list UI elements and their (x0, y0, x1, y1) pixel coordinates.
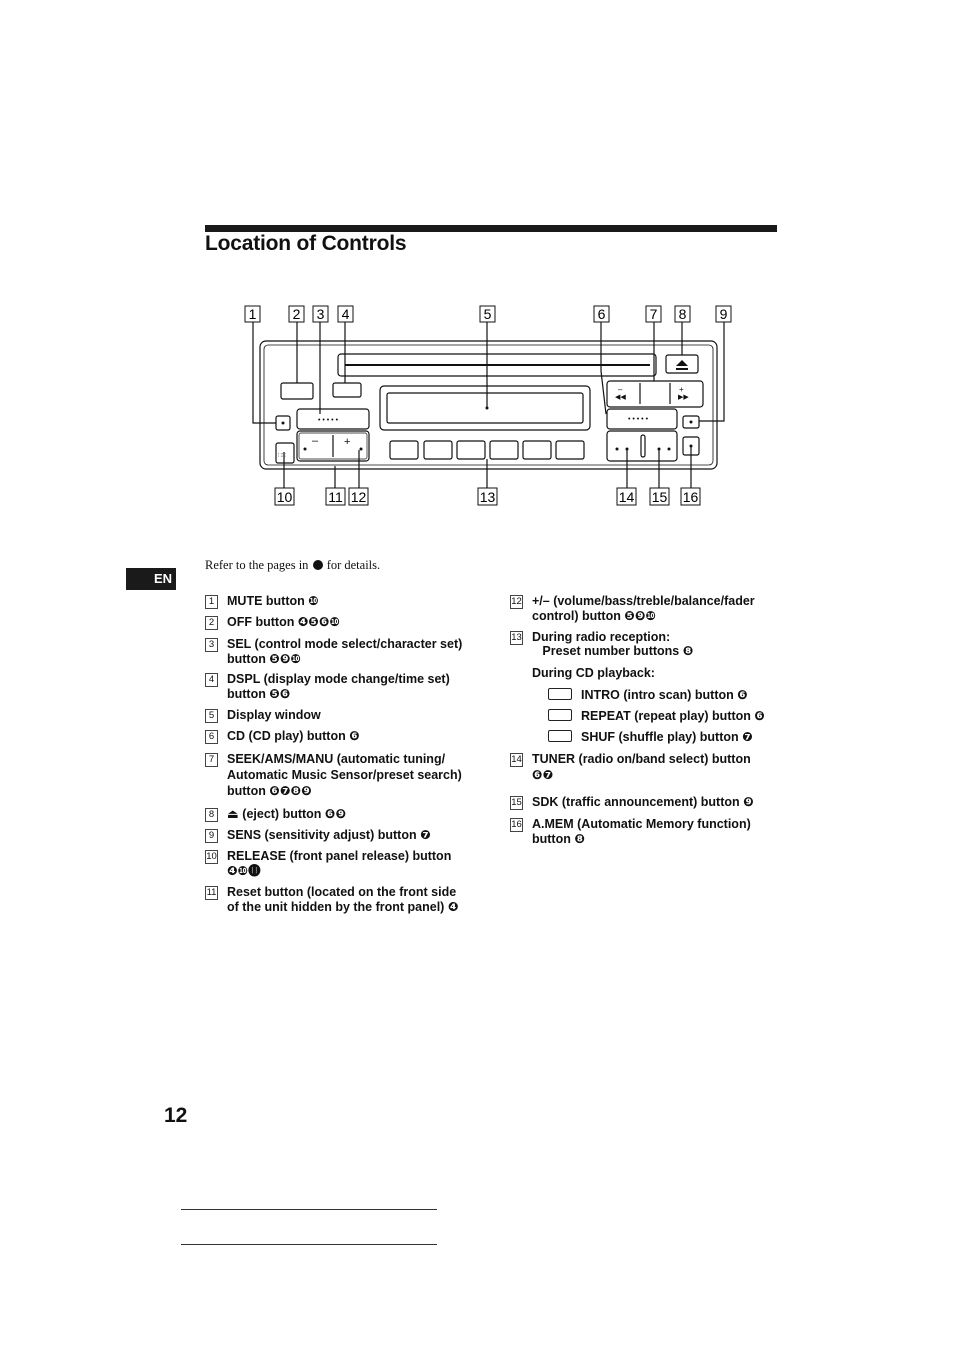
svg-text:16: 16 (682, 489, 699, 505)
callout-4 (338, 306, 353, 322)
callouts-top (245, 306, 731, 322)
svg-text:9: 9 (719, 306, 728, 322)
svg-text:◀◀: ◀◀ (615, 394, 626, 401)
svg-text:4: 4 (341, 306, 350, 322)
callout-6 (594, 306, 609, 322)
preset-button-icon (548, 688, 572, 700)
svg-text:2: 2 (292, 306, 301, 322)
svg-text:6: 6 (597, 306, 606, 322)
cd-playback-item: SHUF (shuffle play) button ❼ (548, 729, 753, 744)
preset-button-icon (548, 730, 572, 742)
svg-text:–: – (618, 385, 623, 394)
page-number: 12 (164, 1104, 188, 1127)
page-title: Location of Controls (205, 232, 407, 255)
footer-rule (181, 1244, 437, 1245)
callout-2 (289, 306, 304, 322)
callout-14 (617, 488, 636, 505)
svg-text:11: 11 (328, 489, 343, 505)
bullet-icon (313, 560, 323, 570)
svg-text:8: 8 (678, 306, 687, 322)
callout-7 (646, 306, 661, 322)
svg-text:–: – (312, 435, 319, 447)
svg-text:7: 7 (649, 306, 658, 322)
svg-text:13: 13 (479, 489, 496, 505)
svg-text:+: + (679, 385, 684, 394)
svg-text:▶▶: ▶▶ (678, 394, 689, 401)
intro-after: for details. (326, 558, 381, 572)
footer-rule (181, 1209, 437, 1210)
cd-playback-item: INTRO (intro scan) button ❻ (548, 687, 748, 702)
callout-15 (650, 488, 669, 505)
callout-8 (675, 306, 690, 322)
callout-10 (275, 488, 294, 505)
svg-text:1: 1 (248, 306, 257, 322)
svg-text:+: + (344, 436, 351, 448)
callout-16 (681, 488, 700, 505)
control-diagram (0, 0, 954, 560)
svg-text:5: 5 (483, 306, 492, 322)
svg-text:15: 15 (651, 489, 668, 505)
callout-9 (716, 306, 731, 322)
svg-text:3: 3 (316, 306, 325, 322)
svg-text:14: 14 (618, 489, 635, 505)
preset-button-icon (548, 709, 572, 721)
svg-text:• • • • •: • • • • • (628, 416, 649, 423)
svg-text:• • • • •: • • • • • (318, 417, 339, 424)
callouts-bottom (275, 488, 700, 505)
svg-text:12: 12 (350, 489, 367, 505)
callout-11 (326, 488, 345, 505)
svg-text:10: 10 (276, 489, 293, 505)
callout-3 (313, 306, 328, 322)
callout-13 (478, 488, 497, 505)
callout-12 (349, 488, 368, 505)
cd-playback-item: REPEAT (repeat play) button ❻ (548, 708, 765, 723)
svg-text:∷∷: ∷∷ (278, 453, 286, 459)
intro-text (205, 558, 380, 573)
language-tab: EN (126, 568, 176, 590)
callout-1 (245, 306, 260, 322)
callout-5 (480, 306, 495, 322)
cd-playback-heading: During CD playback: (532, 666, 655, 680)
intro-before: Refer to the pages in (205, 558, 309, 572)
